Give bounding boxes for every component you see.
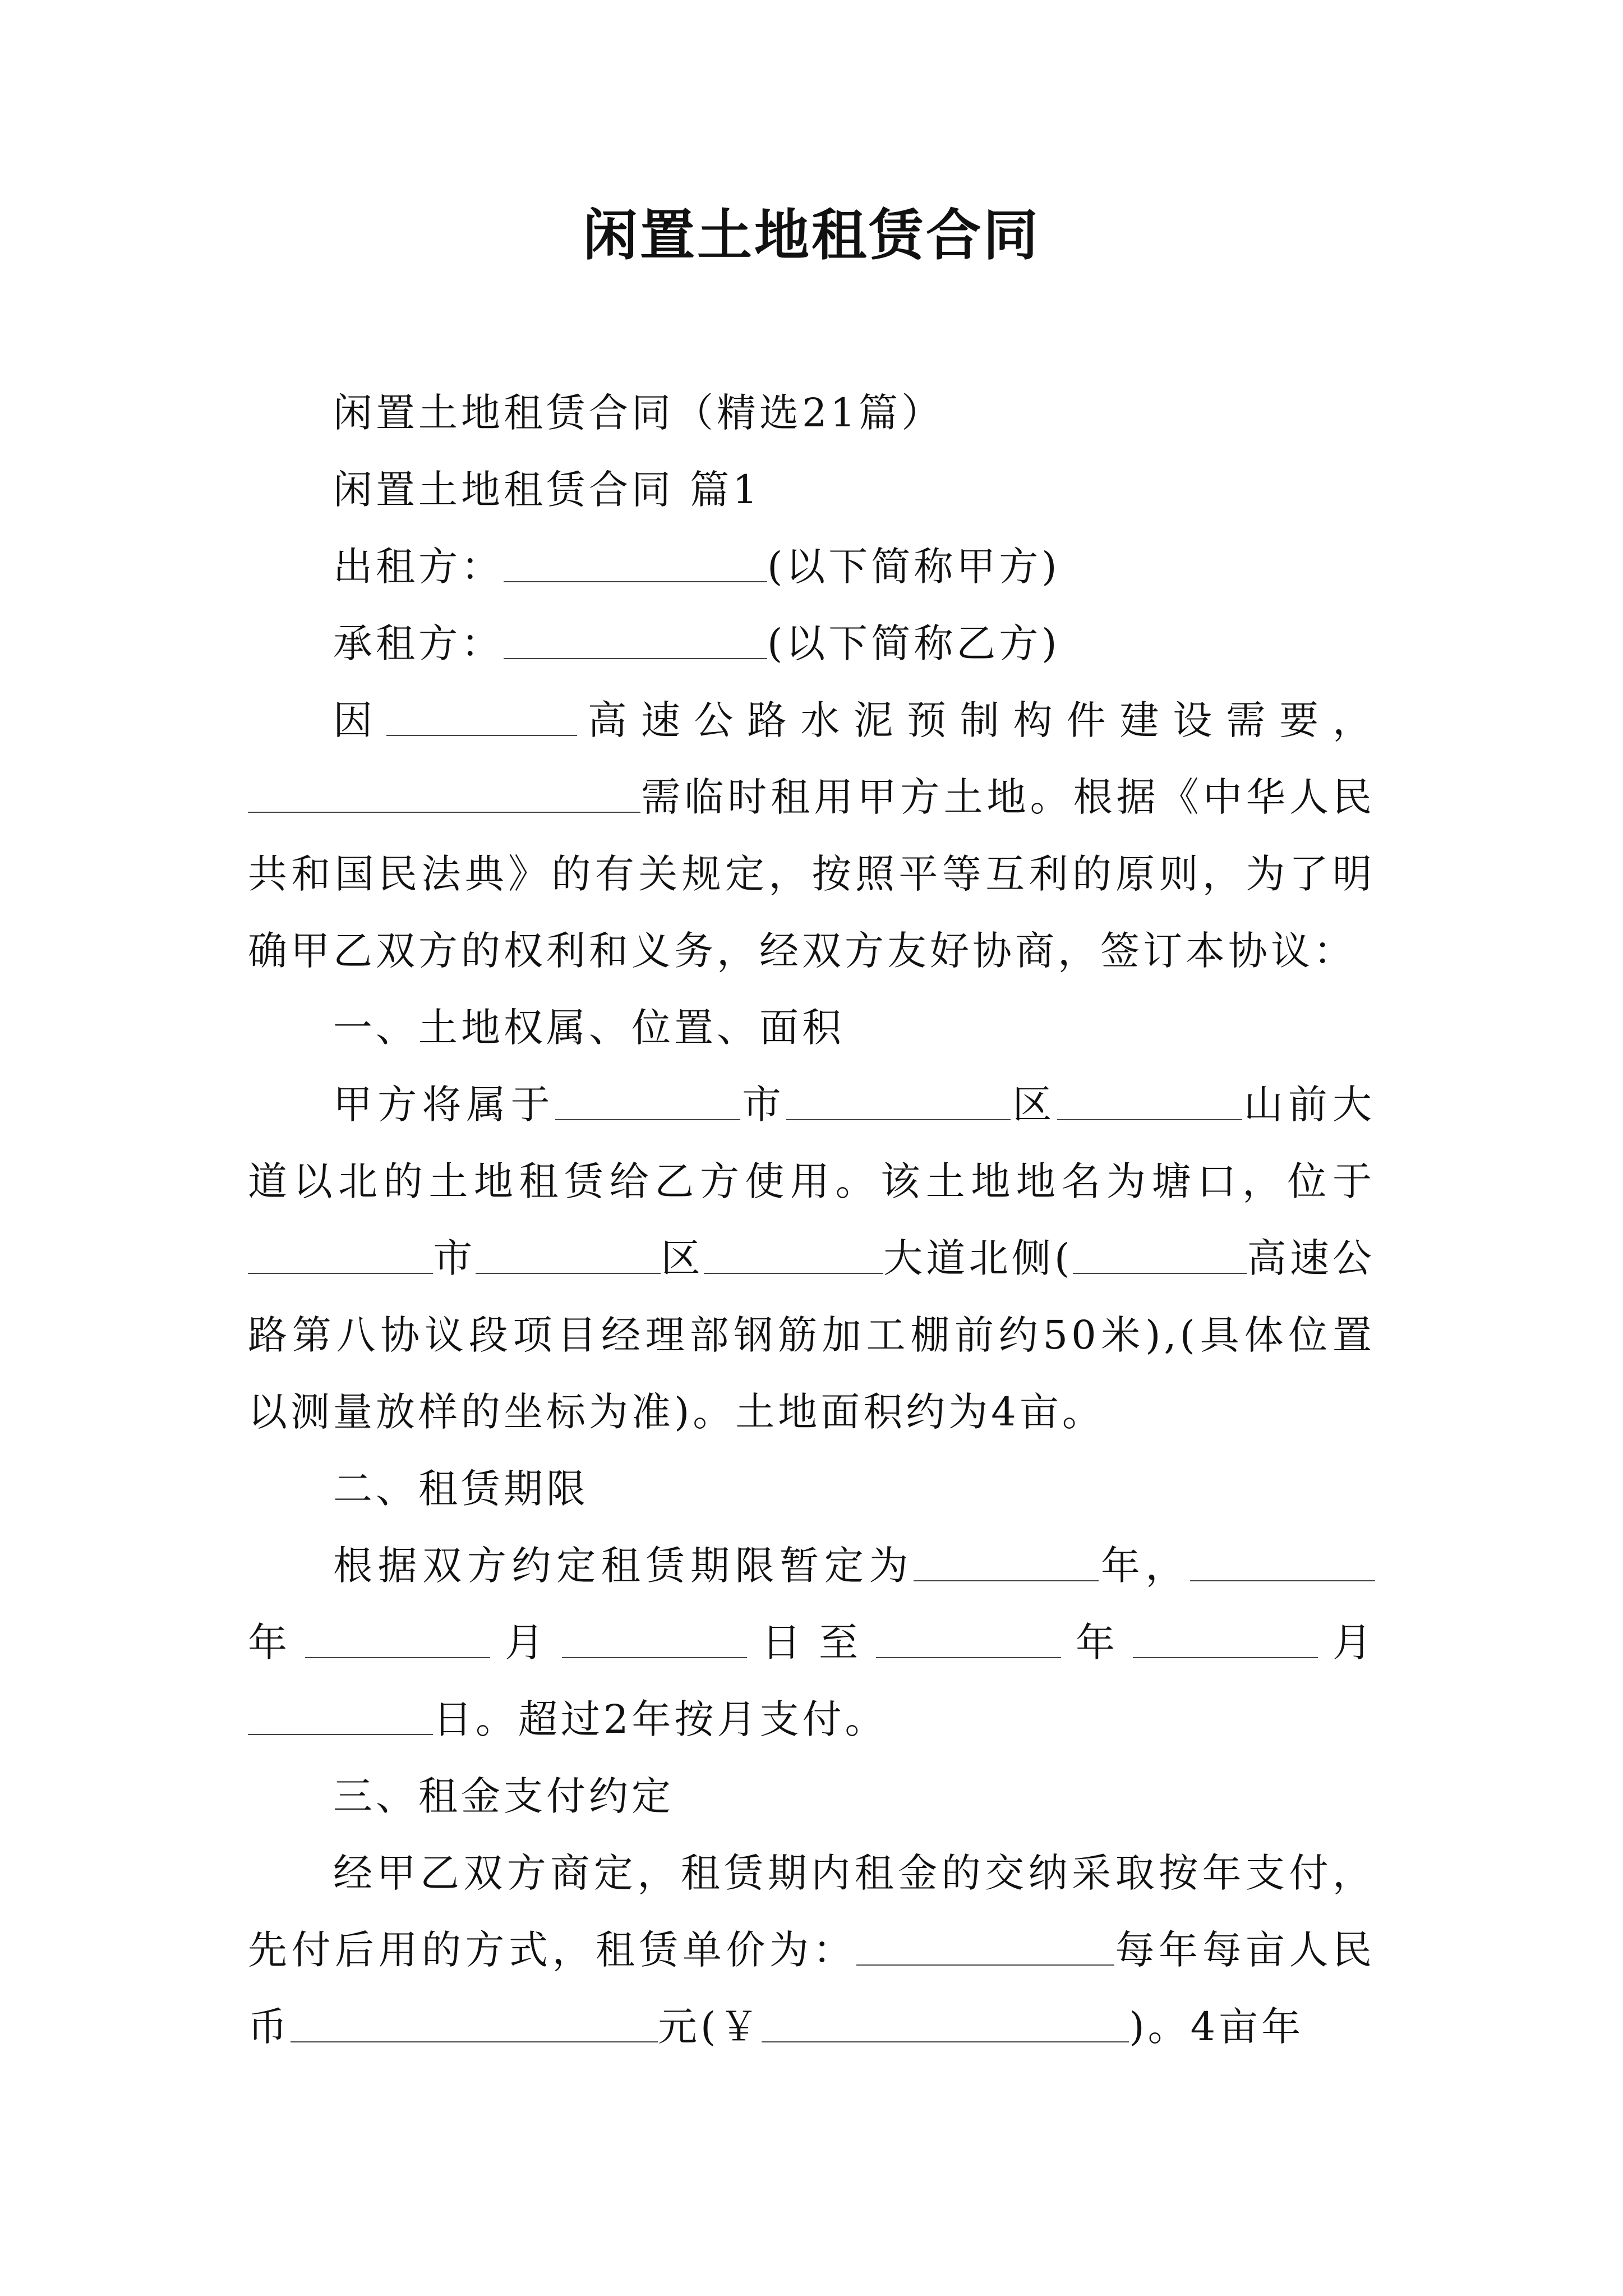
- sec2-text-h: 日。超过2年按月支付。: [433, 1696, 888, 1742]
- section-2-heading: 二、租赁期限: [333, 1466, 589, 1512]
- sec1-blank-3: [1057, 1084, 1242, 1120]
- document-body: [248, 375, 1375, 2065]
- intro-blank-1: [386, 700, 577, 736]
- lessor-suffix: (以下简称甲方): [767, 544, 1061, 590]
- lessee-blank: [504, 623, 767, 659]
- sec2-text-g: 月: [1318, 1619, 1375, 1665]
- sec2-blank-7: [248, 1699, 433, 1735]
- sec1-blank-1: [555, 1084, 740, 1120]
- sec1-text-d: 山前大道以北的土地租赁给乙方使用。该土地地名为塘口，位于: [248, 1082, 1376, 1204]
- section-3-heading: 三、租金支付约定: [333, 1773, 674, 1819]
- document-title: 闲置土地租赁合同: [582, 203, 1040, 268]
- sec2-blank-6: [1133, 1622, 1318, 1658]
- sec2-text-e: 日至: [747, 1619, 876, 1665]
- intro-text-2: 高速公路水泥预制构件建设需要，: [577, 697, 1375, 743]
- sec3-text-c: 元(￥: [658, 2004, 762, 2050]
- sec1-text-a: 甲方将属于: [333, 1082, 555, 1128]
- sec1-text-e: 市: [433, 1235, 476, 1281]
- lessor-line: [248, 528, 1375, 605]
- lessee-label: 承租方：: [333, 620, 504, 666]
- sec1-text-c: 区: [1011, 1082, 1057, 1128]
- sec1-blank-2: [786, 1084, 1011, 1120]
- sec3-blank-1: [856, 1930, 1114, 1966]
- sec2-text-c: 年: [248, 1619, 305, 1665]
- sec1-blank-5: [476, 1238, 661, 1274]
- intro-paragraph: [248, 682, 1375, 990]
- section-2-paragraph: [248, 1527, 1375, 1758]
- sec3-text-a: 经甲乙双方商定，租赁期内租金的交纳采取按年支付，先付后用的方式，租赁单价为：: [248, 1850, 1375, 1973]
- section-3-paragraph: [248, 1835, 1375, 2065]
- section-1-paragraph: [248, 1066, 1375, 1451]
- sec1-text-b: 市: [740, 1082, 787, 1128]
- sec2-text-f: 年: [1061, 1619, 1133, 1665]
- subtitle: 闲置土地租赁合同（精选21篇）: [333, 390, 944, 436]
- lessor-blank: [504, 546, 767, 582]
- section-1-heading: 一、土地权属、位置、面积: [333, 1005, 845, 1051]
- sec2-text-d: 月: [490, 1619, 562, 1665]
- lessee-suffix: (以下简称乙方): [767, 620, 1061, 666]
- lessee-line: [248, 605, 1375, 682]
- intro-text-1: 因: [333, 697, 386, 743]
- sec1-text-f: 区: [661, 1235, 704, 1281]
- intro-blank-2: [248, 777, 640, 813]
- sec1-blank-4: [248, 1238, 433, 1274]
- sec1-blank-7: [1073, 1238, 1247, 1274]
- sec2-blank-5: [876, 1622, 1061, 1658]
- intro-text-3: 需临时租用甲方土地。根据《中华人民共和国民法典》的有关规定，按照平等互利的原则，为了明确甲乙双方的权利和义务，经双方友好协商，签订本协议：: [248, 774, 1375, 974]
- chapter-heading: 闲置土地租赁合同 篇1: [333, 467, 761, 513]
- sec3-blank-2: [291, 2007, 658, 2042]
- sec1-blank-6: [704, 1238, 883, 1274]
- sec2-text-a: 根据双方约定租赁期限暂定为: [333, 1543, 914, 1589]
- sec1-text-h: 高速公路第八协议段项目经理部钢筋加工棚前约50米),(具体位置以测量放样的坐标为准)。土地面积约为4亩。: [248, 1235, 1376, 1435]
- sec3-text-b: 每年每亩人民币: [248, 1927, 1375, 2050]
- sec2-blank-4: [562, 1622, 747, 1658]
- sec1-text-g: 大道北侧(: [883, 1235, 1073, 1281]
- sec2-text-b: 年，: [1099, 1543, 1190, 1589]
- sec3-text-d: )。4亩年: [1129, 2004, 1304, 2050]
- sec2-blank-1: [914, 1545, 1099, 1581]
- sec2-blank-2: [1190, 1545, 1375, 1581]
- lessor-label: 出租方：: [333, 544, 504, 590]
- sec3-blank-3: [762, 2007, 1129, 2042]
- sec2-blank-3: [305, 1622, 490, 1658]
